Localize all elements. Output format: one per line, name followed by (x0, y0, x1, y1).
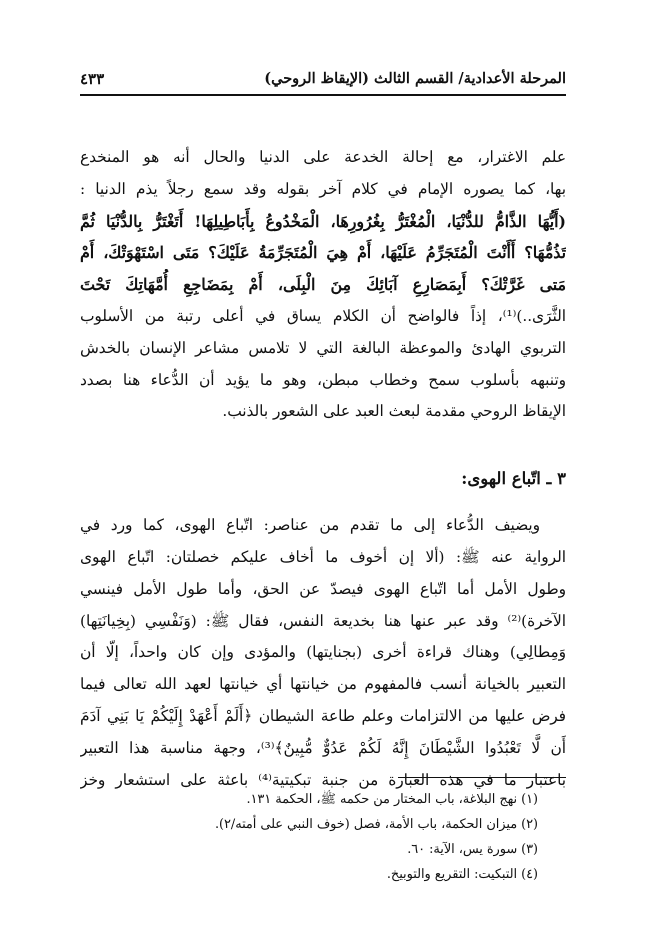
text-line: التعبير بالخيانة أنسب فالمفهوم من خيانتها أي خيانتها لعهد الله تعالى فيما (80, 675, 566, 694)
paragraph-1 (80, 142, 566, 428)
paragraph-2 (80, 510, 566, 796)
footnotes (80, 787, 566, 887)
text-line: الآخرة)⁽²⁾ وقد عبر عنها هنا بخديعة النفس، فقال ﷺ: (وَنَفْسِي (بِخِيانَتِها) (80, 611, 566, 630)
text-line: فرض عليها من الالتزامات وعلم طاعة الشيطان ﴿أَلَمْ أَعْهَدْ إِلَيْكُمْ يَا بَنِي آدَمَ (80, 706, 566, 725)
running-header (80, 70, 566, 96)
text-line: علم الاغترار، مع إحالة الخدعة على الدنيا والحال أنه هو المنخدع (80, 148, 566, 166)
text-line: ويضيف الدُّعاء إلى ما تقدم من عناصر: اتّباع الهوى، كما ورد في (80, 516, 540, 535)
footnote: (١) نهج البلاغة، باب المختار من حكمه ﷺ، الحكمة ١٣١. (246, 792, 538, 807)
section-heading: ٣ ـ اتّباع الهوى: (461, 469, 566, 489)
page-number: ٤٣٣ (80, 70, 105, 88)
quote-line: تَذُمُّهَا؟ أَأَنْتَ الْمُتَجَرِّمُ عَلَيْهَا، أَمْ هِيَ الْمُتَجَرِّمَةُ عَلَيْكَ؟ مَتَى اسْتَهْوَتْكَ، أَمْ (80, 243, 566, 263)
text-line: الإيقاظ الروحي مقدمة لبعث العبد على الشعور بالذنب. (222, 402, 566, 421)
quote-line: مَتى غَرَّتْكَ؟ أَبِمَصَارِعِ آبَائِكَ مِنَ الْبِلَى، أَمْ بِمَضَاجِعِ أُمَّهَاتِكَ تَحْتَ (80, 275, 566, 295)
footnote: (٢) ميزان الحكمة، باب الأمة، فصل (خوف النبي على أمته/٢). (214, 817, 538, 832)
text-line: باعتبار ما في هذه العبارة من جنبة تبكيتية⁽⁴⁾ باعثة على استشعار وخز (80, 770, 566, 789)
text-line: أَن لَّا تَعْبُدُوا الشَّيْطَانَ إِنَّهُ لَكُمْ عَدُوٌّ مُّبِينٌ﴾⁽³⁾، وجهة مناسبة هذا التعبير (80, 738, 566, 757)
header-title: المرحلة الأعدادية/ القسم الثالث (الإيقاظ الروحي) (264, 70, 566, 87)
text-line: وَمِطالِي) وهناك قراءة أخرى (بجنايتها) والمؤدى وإن كان واحداً، إلّا أن (80, 643, 566, 662)
footnote: (٤) التبكيت: التقريع والتوبيخ. (386, 867, 538, 882)
text-line: التربوي الهادئ والموعظة البالغة التي لا تلامس مشاعر الإنسان بالخدش (80, 338, 566, 357)
text-line: الثَّرَى..)⁽¹⁾، إذاً فالواضح أن الكلام يساق في أعلى رتبة من الأسلوب (80, 306, 566, 325)
text-line: الرواية عنه ﷺ: (ألا إن أخوف ما أخاف عليكم خصلتان: اتّباع الهوى (80, 547, 566, 566)
text-line: وتنبهه بأسلوب سمح وخطاب مبطن، وهو ما يؤيد أن الدُّعاء هنا بصدد (80, 370, 566, 389)
footnote-separator (398, 777, 566, 778)
footnote: (٣) سورة يس، الآية: ٦٠. (407, 842, 538, 857)
page-body (80, 142, 566, 796)
text-line: بها، كما يصوره الإمام في كلام آخر بقوله وقد سمع رجلاً يذم الدنيا : (80, 179, 566, 198)
quote-line: (أَيُّهَا الذَّامُّ للدُّنْيَا، الْمُغْتَرُّ بِغُرُورِهَا، الْمَخْدُوعُ بِأَبَاطِيلِهَا! أَتَغْتَرُّ بِالدُّنْيَا ثُمَّ (80, 211, 566, 231)
text-line: وطول الأمل أما اتّباع الهوى فيصدّ عن الحق، وأما طول الأمل فينسي (80, 579, 566, 598)
